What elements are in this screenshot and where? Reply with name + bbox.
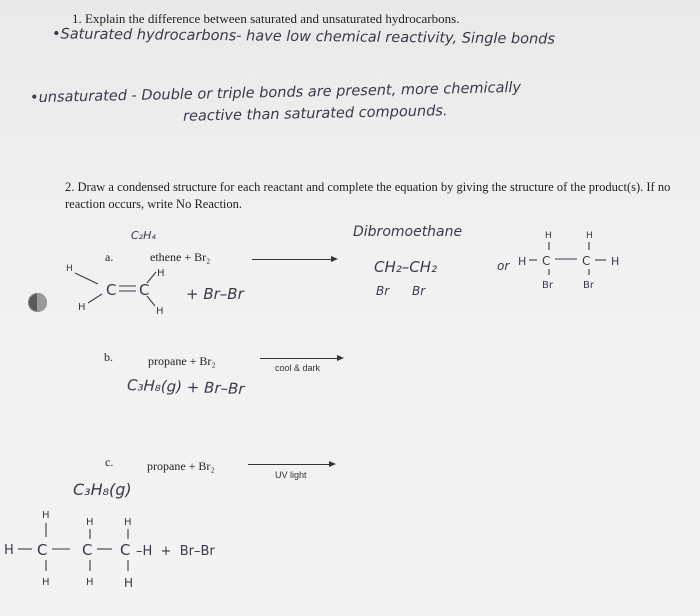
svg-text:H: H xyxy=(42,510,50,521)
propane-expanded-structure xyxy=(2,507,222,597)
svg-text:C: C xyxy=(106,281,117,299)
svg-text:–H + Br–Br: –H + Br–Br xyxy=(136,544,215,559)
or-text: or xyxy=(497,259,510,273)
svg-text:H: H xyxy=(586,231,593,241)
ethene-formula-note: C₂H₄ xyxy=(131,229,156,242)
question-2-text: 2. Draw a condensed structure for each reactant and complete the equation by giving the structure of the product(s). If no reaction occurs, write No Reaction. xyxy=(65,180,671,211)
svg-text:C: C xyxy=(582,254,591,268)
product-condensed-top: CH₂–CH₂ xyxy=(374,258,438,276)
part-c-label: c. xyxy=(105,455,114,469)
svg-text:H: H xyxy=(42,577,50,588)
part-c-arrow xyxy=(248,464,334,465)
svg-text:C: C xyxy=(139,281,150,299)
svg-text:C: C xyxy=(37,541,48,559)
svg-text:C: C xyxy=(82,541,93,559)
ethene-structure xyxy=(60,258,180,318)
svg-text:Br: Br xyxy=(542,280,553,291)
svg-text:H: H xyxy=(157,268,165,279)
question-1-text: 1. Explain the difference between saturated and unsaturated hydrocarbons. xyxy=(72,11,460,26)
svg-text:H: H xyxy=(4,543,14,558)
svg-text:H: H xyxy=(86,577,94,588)
part-c-condition: UV light xyxy=(275,470,307,480)
q1-answer-unsaturated: •unsaturated - Double or triple bonds are present, more chemically xyxy=(29,79,522,107)
radio-bullet-icon[interactable] xyxy=(28,293,47,312)
part-b-reaction: propane + Br₂ xyxy=(148,354,216,368)
part-b-arrow xyxy=(260,358,342,359)
svg-text:H: H xyxy=(86,517,94,528)
part-a-reaction: ethene + Br₂ xyxy=(150,250,211,264)
svg-text:H: H xyxy=(124,517,132,528)
svg-text:H: H xyxy=(78,302,86,313)
svg-text:Br: Br xyxy=(583,280,594,291)
part-a-label: a. xyxy=(105,250,114,264)
part-b-condition: cool & dark xyxy=(275,363,321,373)
svg-text:H: H xyxy=(66,264,73,274)
part-b-answer: C₃H₈(g) + Br–Br xyxy=(126,375,245,399)
svg-text:H: H xyxy=(156,306,164,317)
part-c-formula: C₃H₈(g) xyxy=(73,480,132,499)
svg-text:C: C xyxy=(120,541,131,559)
part-c-reaction: propane + Br₂ xyxy=(147,459,215,473)
svg-text:H: H xyxy=(518,255,527,268)
product-name-dibromoethane: Dibromoethane xyxy=(353,224,463,240)
product-condensed-bottom: Br Br xyxy=(376,284,426,298)
part-a-arrow xyxy=(252,259,336,260)
svg-text:H: H xyxy=(545,231,552,241)
q1-answer-saturated: •Saturated hydrocarbons- have low chemical reactivity, Single bonds xyxy=(51,26,556,48)
ethene-br2-note: + Br–Br xyxy=(186,285,244,303)
q1-answer-unsaturated-cont: reactive than saturated compounds. xyxy=(182,103,448,125)
svg-text:H: H xyxy=(611,255,620,268)
svg-text:H: H xyxy=(124,576,134,590)
svg-text:C: C xyxy=(542,254,551,268)
part-b-label: b. xyxy=(104,350,113,364)
dibromoethane-expanded-structure xyxy=(518,228,638,298)
